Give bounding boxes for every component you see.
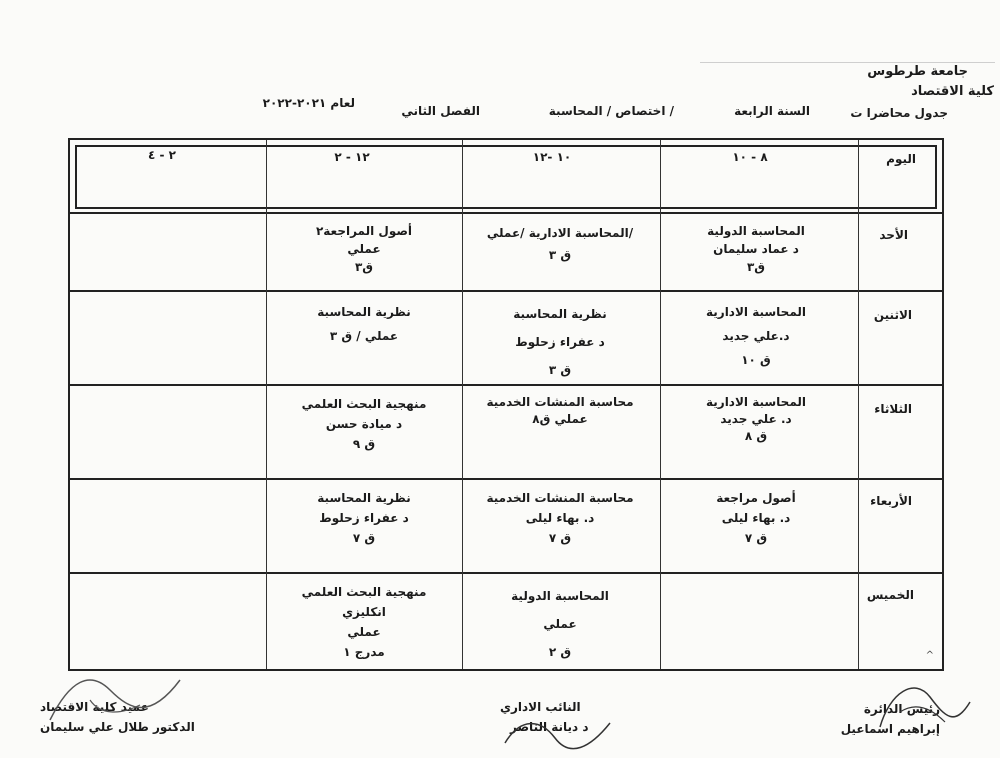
time-slot-1: ٨ - ١٠ (732, 150, 768, 164)
cell-text-line: المحاسبة الدولية (707, 224, 805, 238)
schedule-cell (266, 582, 462, 662)
cell-text-line: المحاسبة الدولية (511, 589, 609, 603)
cell-text-line: ق ٣ (548, 248, 572, 262)
cell-text-line: المحاسبة الادارية (706, 305, 806, 319)
day-label-monday: الاثنين (873, 308, 912, 322)
cell-text-line: د ميادة حسن (325, 417, 403, 431)
cell-text-line: د عماد سليمان (713, 242, 799, 256)
cell-text-line: د عفراء زحلوط (319, 511, 409, 525)
dean-title: عميد كلية الاقتصاد (40, 700, 149, 714)
header-top-line (700, 62, 995, 63)
schedule-cell (266, 300, 462, 348)
cell-text-line: نظرية المحاسبة (513, 307, 607, 321)
university-name: جامعة طرطوس (867, 64, 968, 79)
schedule-cell (462, 222, 658, 266)
cell-text-line: ق٣ (354, 260, 374, 274)
schedule-cell (462, 394, 658, 428)
day-label-thursday: الخميس (866, 588, 914, 602)
day-label-wednesday: الأربعاء (870, 494, 912, 508)
cell-text-line: عملي ق٨ (532, 412, 588, 426)
row-divider (70, 384, 942, 386)
stray-mark: ^ (925, 650, 934, 661)
day-label-sunday: الأحد (879, 228, 908, 242)
time-slot-4: ٢ - ٤ (148, 148, 176, 162)
schedule-cell (658, 300, 854, 372)
day-label-tuesday: الثلاثاء (874, 402, 912, 416)
semester: الفصل الثاني (401, 104, 480, 118)
schedule-cell (658, 394, 854, 445)
schedule-cell (462, 300, 658, 384)
head-name: إبراهيم اسماعيل (840, 722, 940, 736)
cell-text-line: ق ٢ (548, 645, 572, 659)
cell-text-line: د. بهاء ليلى (525, 511, 595, 525)
cell-text-line: د.علي جديد (722, 329, 790, 343)
col-divider (858, 140, 859, 669)
dean-name: الدكتور طلال علي سليمان (40, 720, 195, 734)
cell-text-line: د. بهاء ليلى (721, 511, 791, 525)
row-divider (70, 212, 942, 214)
time-slot-2: ١٠ -١٢ (532, 150, 572, 164)
faculty-name: كلية الاقتصاد (911, 84, 994, 99)
cell-text-line: منهجية البحث العلمي (301, 397, 427, 411)
schedule-title: جدول محاضرا ت (850, 106, 948, 120)
cell-text-line: د. علي جديد (720, 412, 792, 426)
schedule-cell (462, 488, 658, 548)
row-divider (70, 290, 942, 292)
specialization: اختصاص / المحاسبة / (548, 104, 674, 118)
cell-text-line: محاسبة المنشات الخدمية (486, 491, 634, 505)
cell-text-line: ق ١٠ (741, 353, 771, 367)
cell-text-line: ق ٧ (548, 531, 572, 545)
cell-text-line: منهجية البحث العلمي (301, 585, 427, 599)
head-signature-scribble (870, 672, 980, 742)
cell-text-line: أصول مراجعة (716, 491, 796, 505)
cell-text-line: نظرية المحاسبة (317, 305, 411, 319)
cell-text-line: ق ٩ (352, 437, 376, 451)
cell-text-line: عملي (543, 617, 577, 631)
cell-text-line: أصول المراجعة٢ (315, 224, 413, 238)
row-divider (70, 572, 942, 574)
academic-year: لعام ٢٠٢١-٢٠٢٢ (262, 96, 355, 110)
schedule-cell (266, 394, 462, 454)
cell-text-line: عملي (347, 242, 381, 256)
cell-text-line: ق٣ (746, 260, 766, 274)
head-title: رئيس الدائرة (863, 702, 940, 716)
cell-text-line: محاسبة المنشات الخدمية (486, 395, 634, 409)
cell-text-line: ق ٧ (352, 531, 376, 545)
cell-text-line: مدرج ١ (343, 645, 385, 659)
cell-text-line: د عفراء زحلوط (515, 335, 605, 349)
schedule-cell (266, 488, 462, 548)
schedule-cell (462, 582, 658, 666)
cell-text-line: ق ٣ (548, 363, 572, 377)
schedule-cell (266, 222, 462, 276)
dean-signature-scribble (30, 660, 210, 740)
time-slot-3: ١٢ - ٢ (334, 150, 370, 164)
cell-text-line: ق ٨ (744, 429, 768, 443)
cell-text-line: المحاسبة الادارية /عملي/ (486, 226, 634, 240)
header-row-box (75, 145, 937, 209)
deputy-title: النائب الاداري (500, 700, 581, 714)
cell-text-line: المحاسبة الادارية (706, 395, 806, 409)
schedule-cell (658, 488, 854, 548)
cell-text-line: نظرية المحاسبة (317, 491, 411, 505)
deputy-name: د ديانة الناصر (510, 720, 589, 734)
cell-text-line: عملي / ق ٣ (329, 329, 399, 343)
deputy-signature-scribble (500, 708, 620, 758)
row-divider (70, 478, 942, 480)
cell-text-line: انكليزي (342, 605, 386, 619)
cell-text-line: ق ٧ (744, 531, 768, 545)
day-header: اليوم (886, 152, 916, 166)
year-level: السنة الرابعة (734, 104, 810, 118)
cell-text-line: عملي (347, 625, 381, 639)
schedule-cell (658, 222, 854, 276)
